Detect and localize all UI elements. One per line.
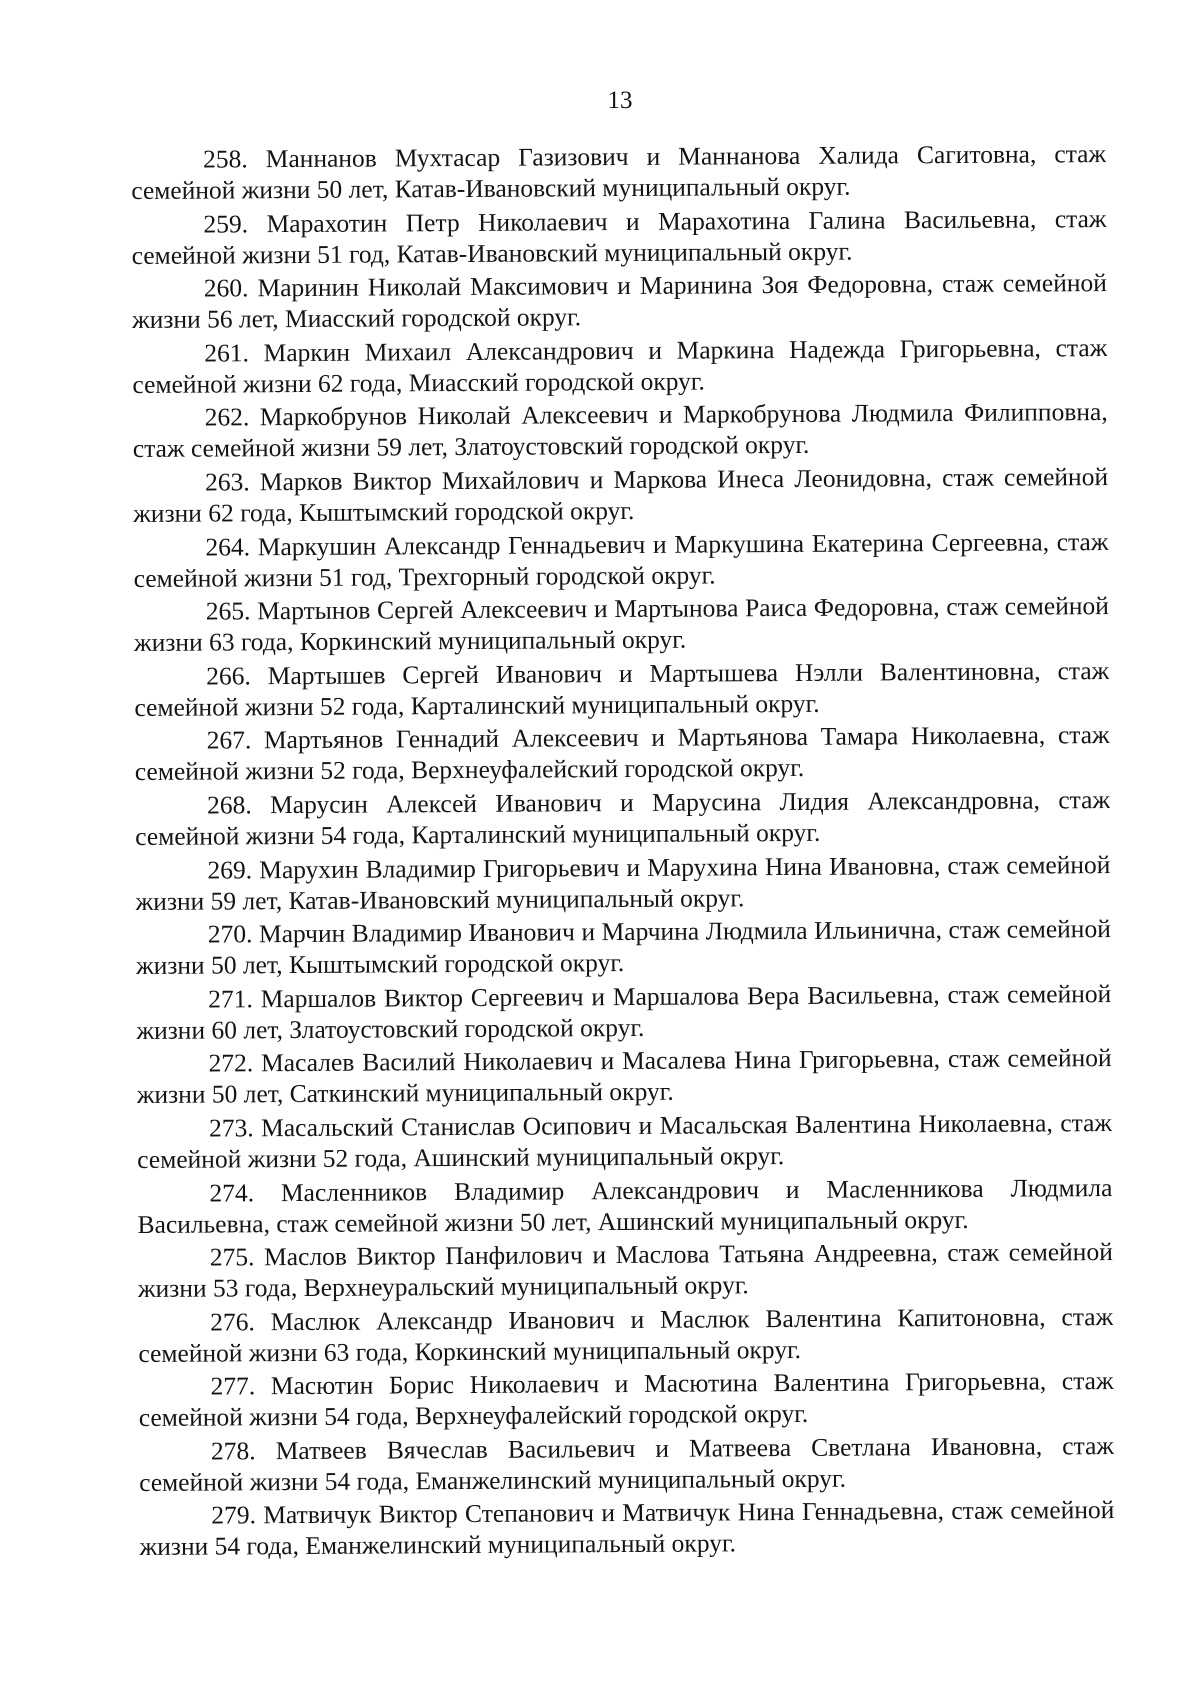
list-item: 266. Мартышев Сергей Иванович и Мартышева Нэлли Валентиновна, стаж семейной жизни 52 года, Карталинский муниципальный округ. — [134, 655, 1110, 722]
list-item: 265. Мартынов Сергей Алексеевич и Мартынова Раиса Федоровна, стаж семейной жизни 63 года, Коркинский муниципальный округ. — [133, 591, 1109, 658]
page-number: 13 — [607, 87, 633, 114]
list-item: 276. Маслюк Александр Иванович и Маслюк Валентина Капитоновна, стаж семейной жизни 63 года, Коркинский муниципальный округ. — [138, 1301, 1114, 1368]
list-item: 267. Мартьянов Геннадий Алексеевич и Мартьянова Тамара Николаевна, стаж семейной жизни 52 года, Верхнеуфалейский городской округ. — [134, 720, 1110, 787]
list-item: 270. Марчин Владимир Иванович и Марчина Людмила Ильинична, стаж семейной жизни 50 лет, Кыштымский городской округ. — [135, 914, 1111, 981]
list-item: 260. Маринин Николай Максимович и Маринина Зоя Федоровна, стаж семейной жизни 56 лет, Миасский городской округ. — [131, 268, 1107, 335]
list-item: 275. Маслов Виктор Панфилович и Маслова Татьяна Андреевна, стаж семейной жизни 53 года, Верхнеуральский муниципальный округ. — [137, 1237, 1113, 1304]
list-item: 268. Марусин Алексей Иванович и Марусина Лидия Александровна, стаж семейной жизни 54 года, Карталинский муниципальный округ. — [135, 784, 1111, 851]
list-item: 274. Масленников Владимир Александрович и Масленникова Людмила Васильевна, стаж семейной жизни 50 лет, Ашинский муниципальный округ. — [137, 1172, 1113, 1239]
list-item: 263. Марков Виктор Михайлович и Маркова Инеса Леонидовна, стаж семейной жизни 62 года, Кыштымский городской округ. — [133, 462, 1109, 528]
list-item: 278. Матвеев Вячеслав Васильевич и Матвеева Светлана Ивановна, стаж семейной жизни 54 года, Еманжелинский муниципальный округ. — [139, 1430, 1115, 1497]
award-list — [131, 138, 1115, 1565]
list-item: 258. Маннанов Мухтасар Газизович и Маннанова Халида Сагитовна, стаж семейной жизни 50 лет, Катав-Ивановский муниципальный округ. — [131, 139, 1107, 205]
list-item: 279. Матвичук Виктор Степанович и Матвичук Нина Геннадьевна, стаж семейной жизни 54 года, Еманжелинский муниципальный округ. — [139, 1495, 1115, 1562]
list-item: 272. Масалев Василий Николаевич и Масалева Нина Григорьевна, стаж семейной жизни 50 лет, Саткинский муниципальный округ. — [136, 1043, 1112, 1110]
list-item: 262. Маркобрунов Николай Алексеевич и Маркобрунова Людмила Филипповна, стаж семейной жизни 59 лет, Златоустовский городской округ. — [132, 397, 1108, 464]
list-item: 277. Масютин Борис Николаевич и Масютина Валентина Григорьевна, стаж семейной жизни 54 года, Верхнеуфалейский городской округ. — [138, 1366, 1114, 1433]
list-item: 261. Маркин Михаил Александрович и Маркина Надежда Григорьевна, стаж семейной жизни 62 года, Миасский городской округ. — [132, 332, 1108, 399]
list-item: 259. Марахотин Петр Николаевич и Марахотина Галина Васильевна, стаж семейной жизни 51 год, Катав-Ивановский муниципальный округ. — [131, 203, 1107, 270]
list-item: 269. Марухин Владимир Григорьевич и Марухина Нина Ивановна, стаж семейной жизни 59 лет, Катав-Ивановский муниципальный округ. — [135, 849, 1111, 916]
list-item: 264. Маркушин Александр Геннадьевич и Маркушина Екатерина Сергеевна, стаж семейной жизни 51 год, Трехгорный городской округ. — [133, 526, 1109, 593]
list-item: 273. Масальский Станислав Осипович и Масальская Валентина Николаевна, стаж семейной жизни 52 года, Ашинский муниципальный округ. — [137, 1107, 1113, 1174]
list-item: 271. Маршалов Виктор Сергеевич и Маршалова Вера Васильевна, стаж семейной жизни 60 лет, Златоустовский городской округ. — [136, 978, 1112, 1045]
